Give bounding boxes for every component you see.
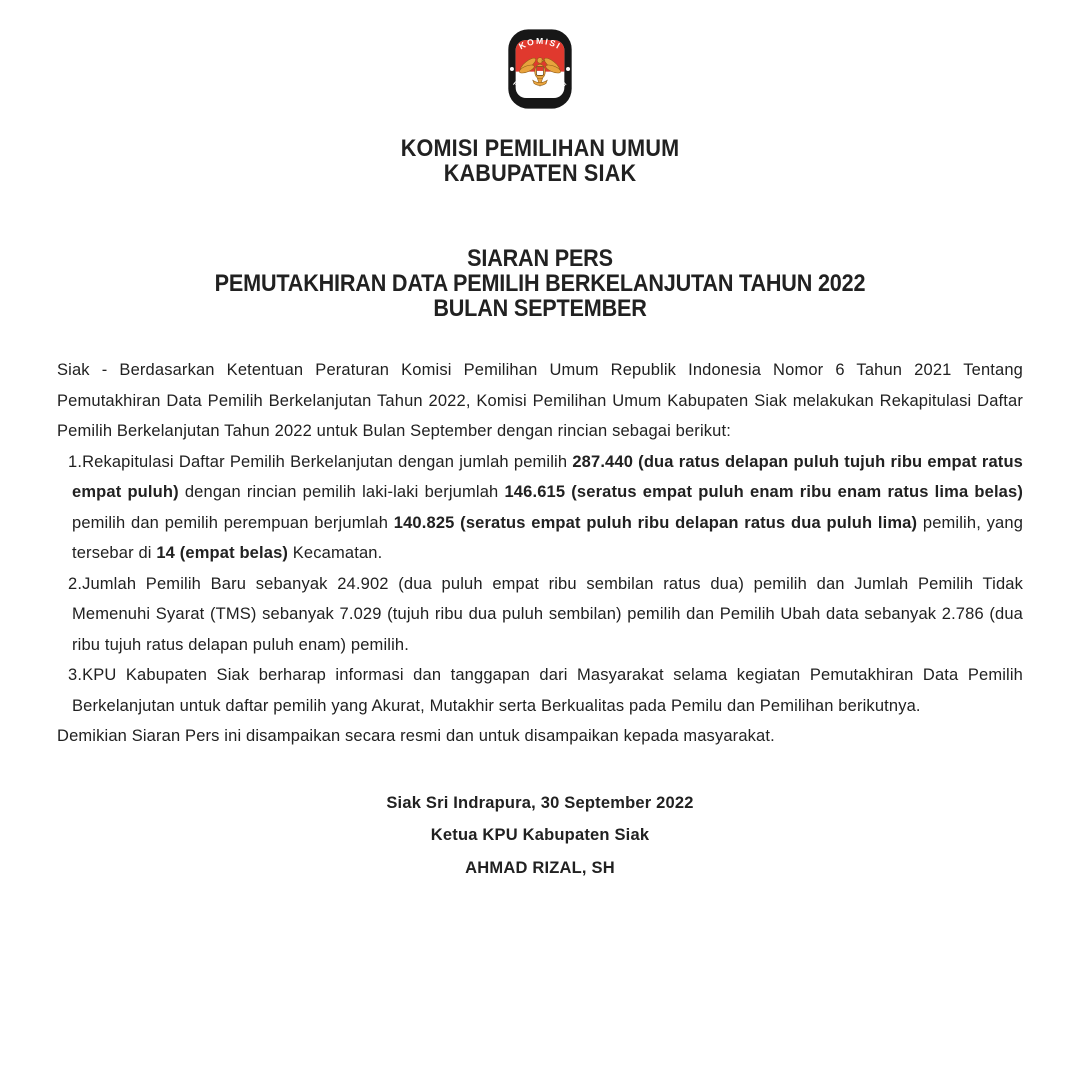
- logo-left-dot: [510, 67, 514, 71]
- numbered-list: [57, 447, 1023, 722]
- list-text-2: Jumlah Pemilih Baru sebanyak 24.902 (dua puluh empat ribu sembilan ratus dua) pemilih dan Jumlah Pemilih Tidak Memenuhi Syarat (TMS) sebanyak 7.029 (tujuh ribu dua puluh sembilan) pemilih dan Pemilih Ubah data sebanyak 2.786 (dua ribu tujuh ratus delapan puluh enam) pemilih.: [72, 574, 1023, 654]
- title-line3: BULAN SEPTEMBER: [433, 295, 647, 322]
- list-text-1: Rekapitulasi Daftar Pemilih Berkelanjutan dengan jumlah pemilih 287.440 (dua ratus delapan puluh tujuh ribu empat ratus empat puluh) dengan rincian pemilih laki-laki berjumlah 146.615 (seratus empat puluh enam ribu enam ratus lima belas) pemilih dan pemilih perempuan berjumlah 140.825 (seratus empat puluh ribu delapan ratus dua puluh lima) pemilih, yang tersebar di 14 (empat belas) Kecamatan.: [72, 452, 1024, 562]
- logo-top-text: KOMISI: [517, 35, 563, 52]
- list-number-2: 2.: [68, 574, 83, 593]
- kpu-logo-icon: [507, 28, 573, 110]
- logo-container: [0, 28, 1080, 110]
- list-item-1: [68, 447, 1024, 569]
- signature-name: AHMAD RIZAL, SH: [465, 858, 615, 877]
- closing-statement: Demikian Siaran Pers ini disampaikan secara resmi dan untuk disampaikan kepada masyarakat.: [57, 727, 775, 745]
- logo-right-dot: [566, 67, 570, 71]
- title-line1: SIARAN PERS: [467, 245, 613, 272]
- list-number-1: 1.: [68, 452, 83, 471]
- signature-place-date: Siak Sri Indrapura, 30 September 2022: [386, 793, 694, 812]
- press-title: [54, 246, 1026, 321]
- list-item-3: [68, 660, 1023, 721]
- org-name-line2: KABUPATEN SIAK: [443, 160, 637, 187]
- signature-block: [0, 787, 1080, 885]
- org-header: [54, 136, 1026, 186]
- org-name-line1: KOMISI PEMILIHAN UMUM: [400, 135, 680, 162]
- list-item-2: [68, 569, 1023, 661]
- list-text-3: KPU Kabupaten Siak berharap informasi dan tanggapan dari Masyarakat selama kegiatan Pemutakhiran Data Pemilih Berkelanjutan untuk daftar pemilih yang Akurat, Mutakhir serta Berkualitas pada Pemilu dan Pemilihan berikutnya.: [72, 666, 1023, 715]
- signature-role: Ketua KPU Kabupaten Siak: [430, 826, 650, 844]
- press-body: [57, 355, 1023, 752]
- logo-bottom-text: PEMILIHAN UMUM: [511, 80, 569, 99]
- intro-paragraph: Siak - Berdasarkan Ketentuan Peraturan Komisi Pemilihan Umum Republik Indonesia Nomor 6 Tahun 2021 Tentang Pemutakhiran Data Pemilih Berkelanjutan Tahun 2022, Komisi Pemilihan Umum Kabupaten Siak melakukan Rekapitulasi Daftar Pemilih Berkelanjutan Tahun 2022 untuk Bulan September dengan rincian sebagai berikut:: [57, 361, 1023, 440]
- title-line2: PEMUTAKHIRAN DATA PEMILIH BERKELANJUTAN TAHUN 2022: [214, 270, 866, 297]
- list-number-3: 3.: [68, 666, 83, 684]
